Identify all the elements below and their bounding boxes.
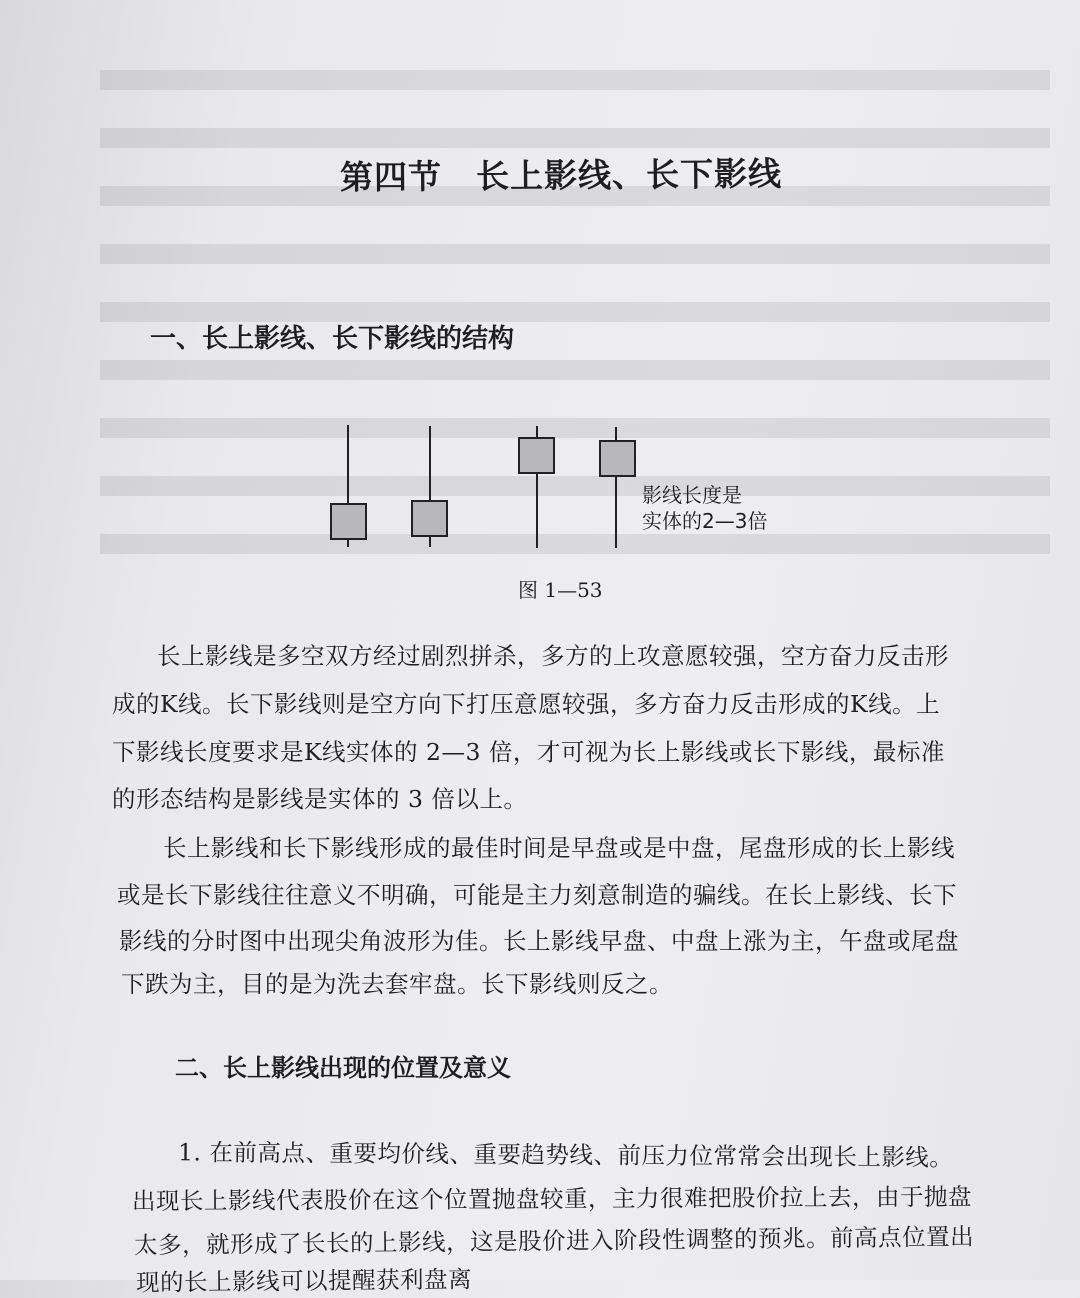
text-line: 的形态结构是影线是实体的 3 倍以上。 bbox=[112, 785, 528, 813]
text-line: 或是长下影线往往意义不明确，可能是主力刻意制造的骗线。在长上影线、长下 bbox=[117, 881, 957, 909]
figure-note-line: 实体的2—3倍 bbox=[642, 509, 768, 533]
figure-note-line: 影线长度是 bbox=[642, 483, 742, 507]
candle-3-body-2 bbox=[412, 501, 447, 536]
text-line: 下跌为主，目的是为洗去套牢盘。长下影线则反之。 bbox=[121, 970, 673, 998]
text-line: 长上影线和长下影线形成的最佳时间是早盘或是中盘，尾盘形成的长上影线 bbox=[163, 834, 955, 862]
text-line: 成的K线。长下影线则是空方向下打压意愿较强，多方奋力反击形成的K线。上 bbox=[112, 690, 941, 718]
candle-1-body bbox=[331, 504, 366, 539]
text-line: 太多，就形成了长长的上影线，这是股价进入阶段性调整的预兆。前高点位置出 bbox=[133, 1222, 975, 1260]
heading-structure: 一、长上影线、长下影线的结构 bbox=[150, 324, 515, 354]
text-line: 出现长上影线代表股价在这个位置抛盘较重，主力很难把股价拉上去，由于抛盘 bbox=[131, 1182, 973, 1216]
text-line: 长上影线是多空双方经过剧烈拼杀，多方的上攻意愿较强，空方奋力反击形 bbox=[157, 642, 949, 670]
candle-4-body bbox=[600, 441, 635, 476]
text-line: 下影线长度要求是K线实体的 2—3 倍，才可视为长上影线或长下影线，最标准 bbox=[112, 738, 945, 766]
section-title: 第四节 长上影线、长下影线 bbox=[339, 154, 783, 197]
text-line: 影线的分时图中出现尖角波形为佳。长上影线早盘、中盘上涨为主，午盘或尾盘 bbox=[119, 927, 959, 955]
heading-position: 二、长上影线出现的位置及意义 bbox=[175, 1053, 511, 1082]
figure-caption: 图 1—53 bbox=[518, 578, 603, 602]
text-line: 现的长上影线可以提醒获利盘离 bbox=[135, 1265, 473, 1297]
figure-note bbox=[642, 482, 767, 534]
text-line: 1. 在前高点、重要均价线、重要趋势线、前压力位常常会出现长上影线。 bbox=[177, 1138, 954, 1172]
candle-3-body bbox=[519, 438, 554, 473]
